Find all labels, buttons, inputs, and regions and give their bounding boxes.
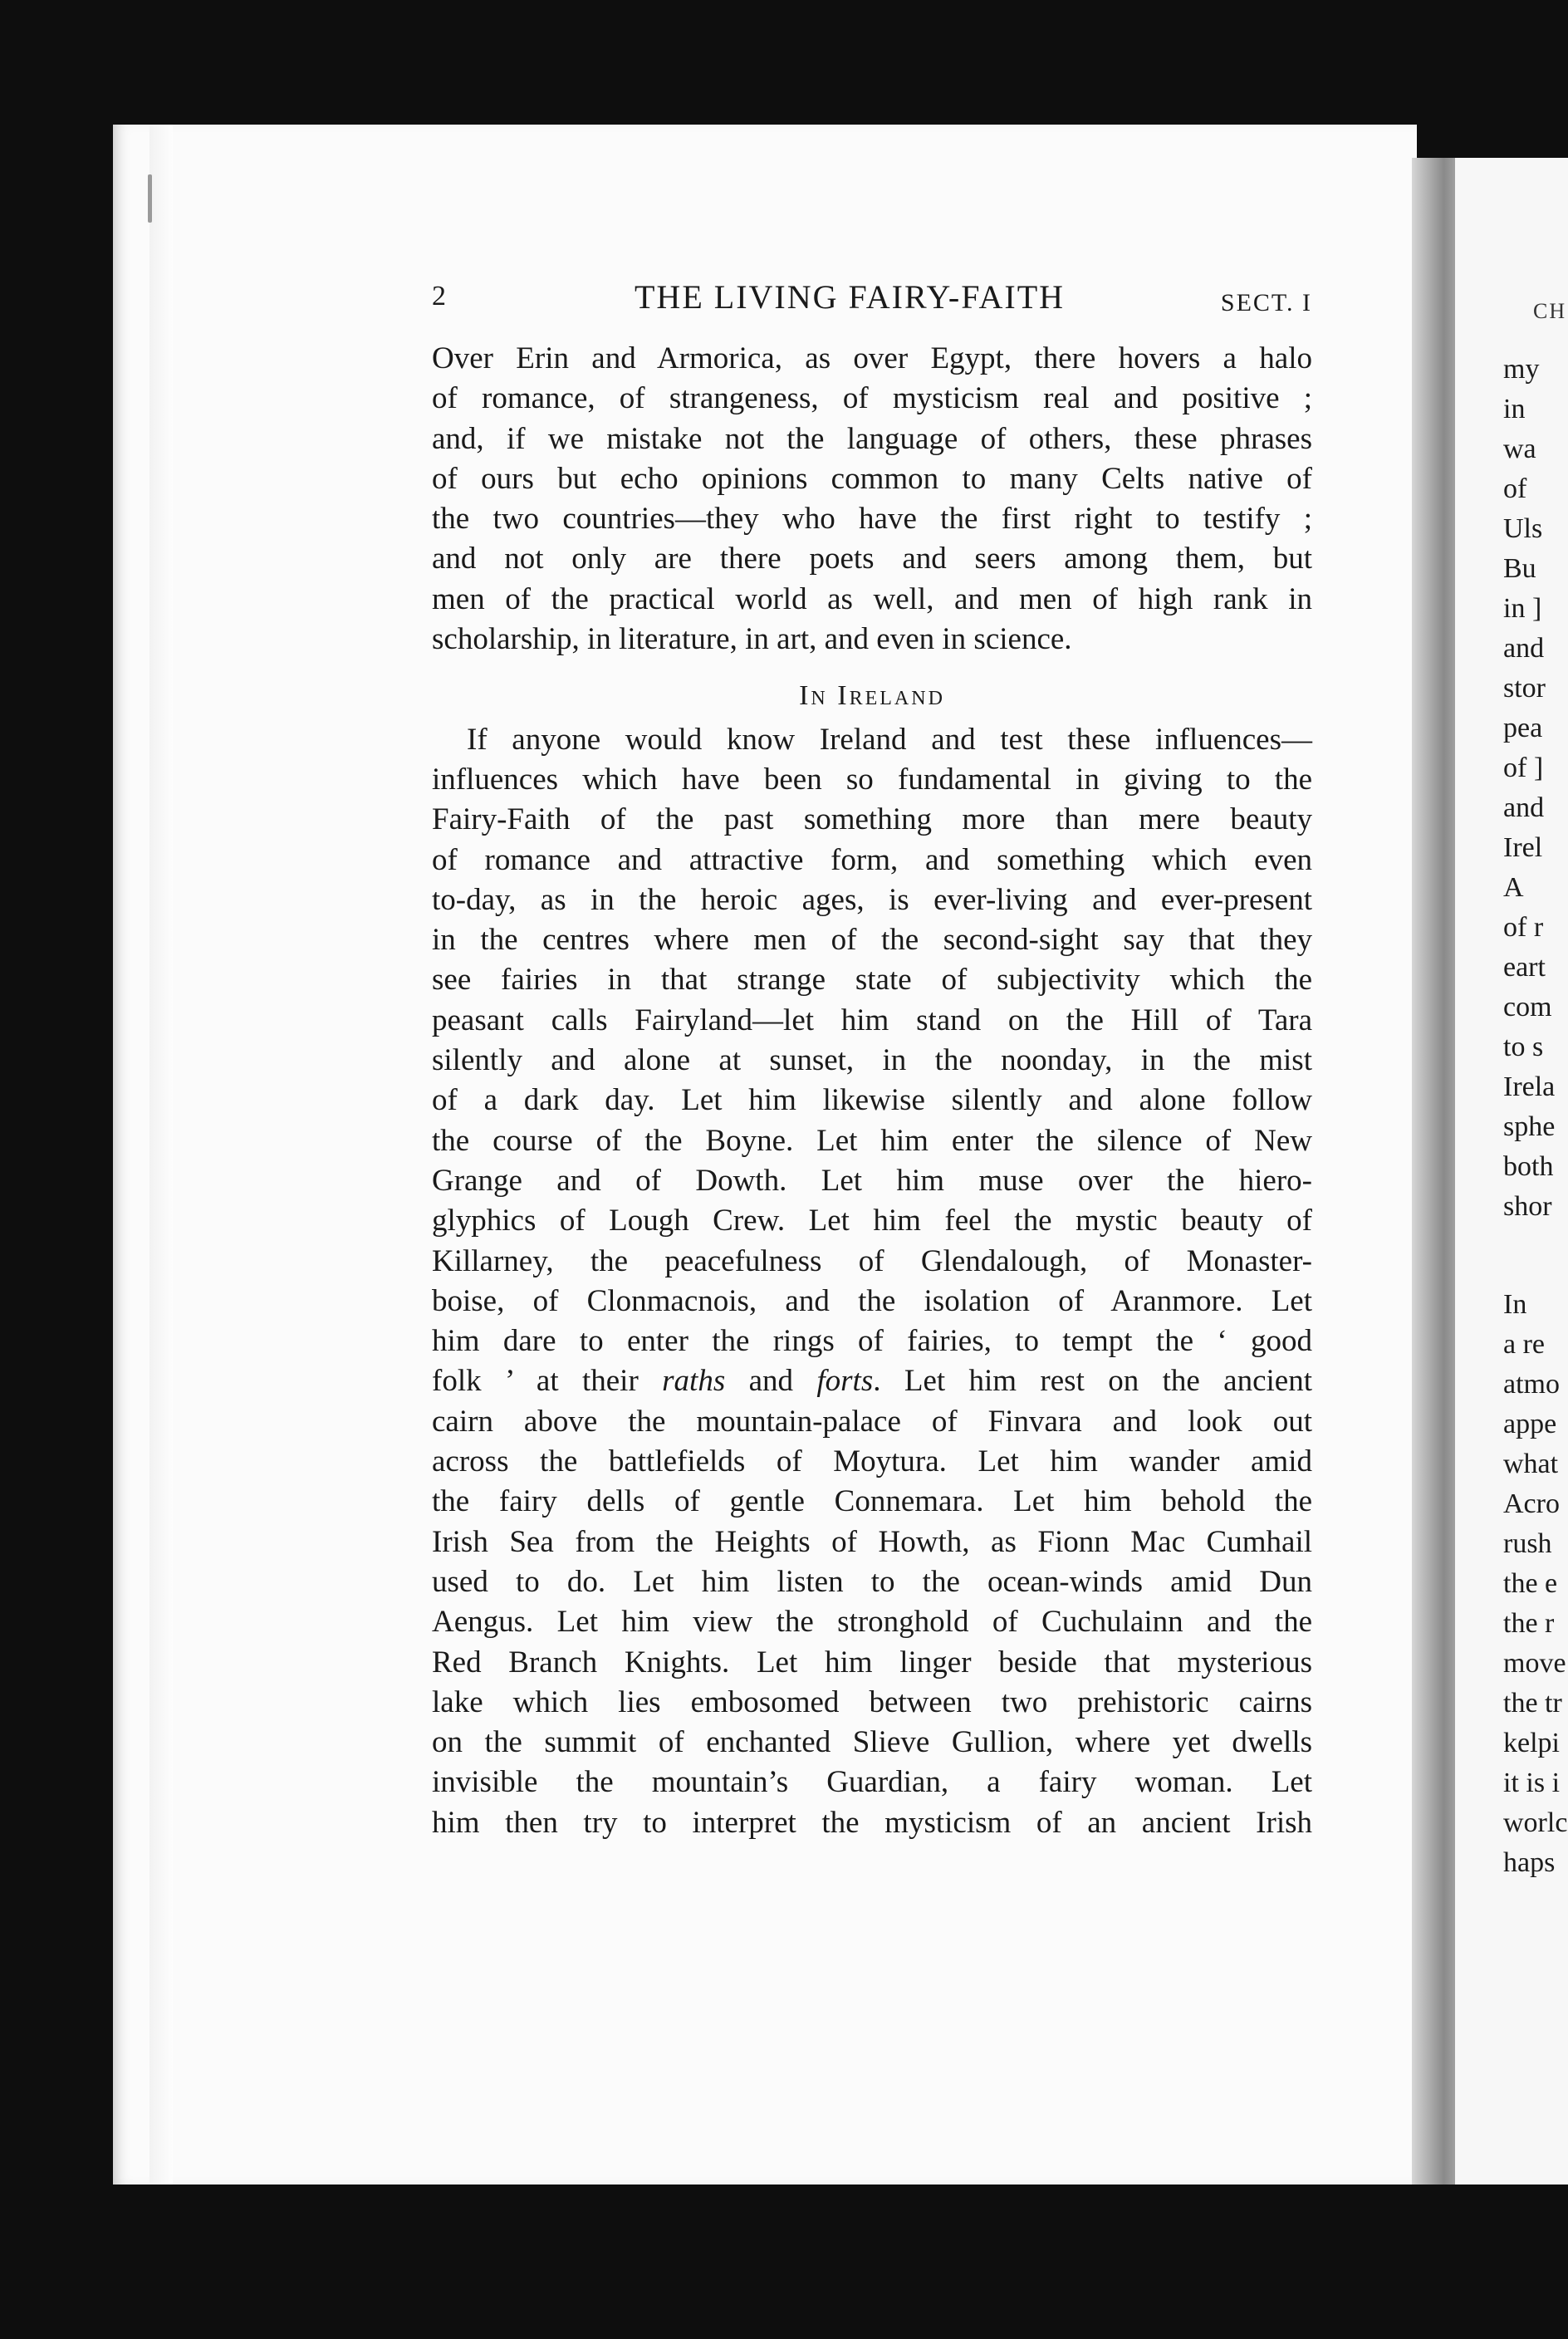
facing-page-line: kelpi [1503,1728,1560,1758]
body-text [432,339,1312,1843]
facing-page-line: In [1503,1289,1527,1320]
facing-page-line: and [1503,633,1545,664]
facing-page-line: the tr [1503,1688,1562,1719]
text-line: of ours but echo opinions common to many Celts native of [432,461,1312,496]
text-line: Killarney, the peacefulness of Glendalough, of Monaster- [432,1243,1312,1278]
facing-page-line: com [1503,992,1552,1022]
facing-page-line: haps [1503,1847,1556,1878]
text-line: the two countries—they who have the first right to testify ; [432,502,1312,537]
text-line: to-day, as in the heroic ages, is ever-living and ever-present [432,882,1312,917]
facing-page-line: rush [1503,1528,1552,1559]
facing-page-line: move [1503,1648,1566,1679]
text-line: across the battlefields of Moytura. Let him wander amid [432,1444,1312,1479]
facing-page-line: A [1503,872,1524,903]
text-line: him then try to interpret the mysticism of an ancient Irish [432,1805,1312,1840]
text-line: men of the practical world as well, and men of high rank in [432,581,1312,616]
text-line: and not only are there poets and seers among them, but [432,542,1312,576]
facing-page [1455,158,1568,2185]
text-line: folk ’ at their raths and forts. Let him rest on the ancient [432,1364,1312,1399]
facing-page-line: Uls [1503,513,1543,544]
binding-mark [148,174,152,223]
text-line: boise, of Clonmacnois, and the isolation of Aranmore. Let [432,1283,1312,1318]
text-line: lake which lies embosomed between two prehistoric cairns [432,1684,1312,1719]
facing-page-line: my [1503,354,1540,385]
facing-page-line: pea [1503,713,1543,743]
text-line: of romance and attractive form, and something which even [432,842,1312,877]
facing-page-line: in ] [1503,593,1542,624]
facing-page-line: appe [1503,1409,1557,1439]
text-line: on the summit of enchanted Slieve Gullion, where yet dwells [432,1725,1312,1760]
text-line: and, if we mistake not the language of others, these phrases [432,421,1312,456]
text-line: Over Erin and Armorica, as over Egypt, there hovers a halo [432,341,1312,375]
facing-page-line: eart [1503,952,1546,983]
page-binding-edge [149,125,173,2185]
text-line: Red Branch Knights. Let him linger beside that mysterious [432,1645,1312,1679]
facing-page-line: in [1503,394,1526,424]
facing-page-line: worlc [1503,1807,1568,1838]
facing-page-line: it is i [1503,1768,1561,1798]
text-line: silently and alone at sunset, in the noonday, in the mist [432,1043,1312,1078]
facing-page-line: Irel [1503,832,1543,863]
text-line: the fairy dells of gentle Connemara. Let him behold the [432,1484,1312,1519]
facing-page-line: of r [1503,912,1544,943]
text-line: Grange and of Dowth. Let him muse over the hiero- [432,1163,1312,1198]
intro-paragraph [432,339,1312,660]
text-line: influences which have been so fundamental in giving to the [432,762,1312,797]
text-line: Aengus. Let him view the stronghold of Cuchulainn and the [432,1605,1312,1640]
facing-page-line: to s [1503,1032,1544,1062]
text-line: the course of the Boyne. Let him enter the silence of New [432,1123,1312,1158]
facing-page-line: what [1503,1449,1559,1479]
facing-page-line: a re [1503,1329,1546,1360]
facing-page-line: sphe [1503,1111,1556,1142]
facing-page-line: and [1503,792,1545,823]
facing-page-line: stor [1503,673,1546,704]
text-line: used to do. Let him listen to the ocean-winds amid Dun [432,1564,1312,1599]
text-line: cairn above the mountain-palace of Finvara and look out [432,1404,1312,1439]
ireland-paragraph [432,720,1312,1843]
text-line: scholarship, in literature, in art, and even in science. [432,622,1072,657]
text-line: invisible the mountain’s Guardian, a fairy woman. Let [432,1765,1312,1800]
text-line: in the centres where men of the second-sight say that they [432,923,1312,958]
text-line: If anyone would know Ireland and test these influences— [467,722,1312,757]
facing-page-line: Acro [1503,1488,1560,1519]
page-number: 2 [432,281,446,311]
facing-page-line: both [1503,1151,1554,1182]
subheading: In Ireland [799,680,945,712]
facing-page-line: Irela [1503,1071,1556,1102]
facing-page-line: shor [1503,1191,1552,1222]
text-line: peasant calls Fairyland—let him stand on the Hill of Tara [432,1003,1312,1037]
facing-page-line: the r [1503,1608,1555,1639]
text-line: glyphics of Lough Crew. Let him feel the mystic beauty of [432,1204,1312,1238]
text-line: him dare to enter the rings of fairies, to tempt the ‘ good [432,1324,1312,1359]
text-line: Fairy-Faith of the past something more than mere beauty [432,802,1312,837]
section-label: SECT. I [1220,289,1312,316]
facing-page-line: of [1503,473,1527,504]
facing-page-line: wa [1503,434,1536,464]
facing-page-line: the e [1503,1568,1558,1599]
text-line: of a dark day. Let him likewise silently and alone follow [432,1083,1312,1118]
facing-page-line: Bu [1503,553,1536,584]
facing-page-header: CH [1533,299,1567,323]
page-header [432,277,1312,327]
text-line: see fairies in that strange state of subjectivity which the [432,963,1312,998]
text-line: Irish Sea from the Heights of Howth, as Fionn Mac Cumhail [432,1524,1312,1559]
facing-page-line: atmo [1503,1369,1560,1400]
text-line: of romance, of strangeness, of mysticism real and positive ; [432,381,1312,416]
facing-page-line: of ] [1503,753,1544,783]
running-title: THE LIVING FAIRY-FAITH [635,278,1066,316]
